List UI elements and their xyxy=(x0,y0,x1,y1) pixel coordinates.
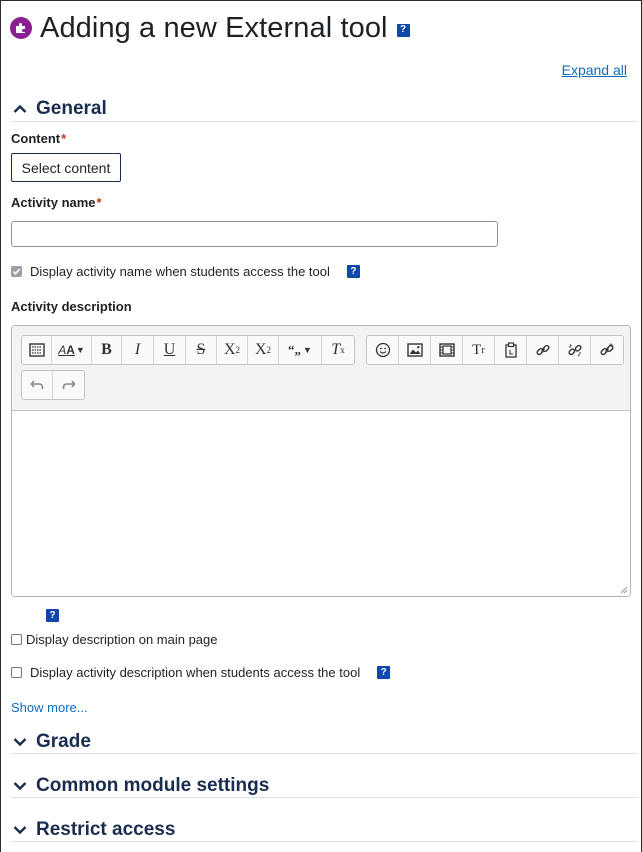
page-header xyxy=(10,12,410,44)
section-header-grade[interactable] xyxy=(11,730,91,754)
italic-icon[interactable]: I xyxy=(122,336,154,364)
toolbar-toggle-icon[interactable] xyxy=(22,336,52,364)
help-icon[interactable]: ? xyxy=(347,265,360,278)
required-icon: * xyxy=(61,131,67,146)
display-description-access-checkbox[interactable] xyxy=(11,667,22,678)
chevron-down-icon xyxy=(11,777,29,795)
help-icon[interactable]: ? xyxy=(46,609,59,622)
select-content-button[interactable]: Select content xyxy=(11,153,121,182)
display-name-checkbox[interactable] xyxy=(11,266,22,277)
section-title-grade: Grade xyxy=(36,731,91,752)
activity-name-label xyxy=(11,195,102,210)
quote-dropdown-icon[interactable]: “„ ▼ xyxy=(279,336,322,364)
link-icon[interactable] xyxy=(527,336,559,364)
description-editor xyxy=(11,325,631,597)
content-label xyxy=(11,131,66,146)
activity-description-label: Activity description xyxy=(11,299,132,314)
resize-handle-icon[interactable] xyxy=(620,586,628,594)
chevron-down-icon xyxy=(11,821,29,839)
display-description-main-label: Display description on main page xyxy=(26,632,218,647)
section-title-common: Common module settings xyxy=(36,775,270,796)
content-label-text: Content xyxy=(11,131,61,146)
activity-name-input[interactable] xyxy=(11,221,498,247)
help-icon[interactable]: ? xyxy=(377,666,390,679)
redo-icon[interactable] xyxy=(53,371,84,399)
puzzle-piece-icon xyxy=(10,17,32,39)
embed-link-icon[interactable] xyxy=(591,336,623,364)
display-description-access-row xyxy=(11,665,390,680)
section-divider xyxy=(11,841,638,842)
chevron-up-icon xyxy=(11,100,29,118)
image-icon[interactable] xyxy=(399,336,431,364)
editor-toolbar xyxy=(12,326,630,411)
display-description-access-label: Display activity description when students access the tool xyxy=(30,665,361,680)
section-header-common[interactable] xyxy=(11,774,269,798)
section-header-general[interactable] xyxy=(11,97,107,121)
toolbar-group-history xyxy=(21,370,85,400)
toolbar-group-text xyxy=(21,335,355,365)
required-icon: * xyxy=(96,195,102,210)
underline-icon[interactable]: U xyxy=(154,336,186,364)
clear-formatting-icon[interactable]: T x xyxy=(331,341,345,358)
display-description-main-row xyxy=(11,632,218,647)
section-header-restrict[interactable] xyxy=(11,818,175,842)
media-icon[interactable] xyxy=(431,336,463,364)
unlink-icon[interactable] xyxy=(559,336,591,364)
paste-icon[interactable] xyxy=(495,336,527,364)
show-more-link[interactable]: Show more... xyxy=(11,700,88,715)
display-name-checkbox-row xyxy=(11,264,360,279)
editor-content-area[interactable] xyxy=(12,411,630,597)
section-divider xyxy=(11,797,638,798)
undo-icon[interactable] xyxy=(22,371,53,399)
display-name-checkbox-label: Display activity name when students access the tool xyxy=(30,264,330,279)
superscript-icon[interactable]: X 2 xyxy=(248,336,279,364)
section-title-general: General xyxy=(36,98,107,119)
subscript-icon[interactable]: X 2 xyxy=(217,336,248,364)
expand-all-link[interactable]: Expand all xyxy=(561,62,627,78)
help-icon[interactable]: ? xyxy=(397,24,410,37)
emoji-icon[interactable] xyxy=(367,336,399,364)
toolbar-group-insert xyxy=(366,335,624,365)
activity-name-label-text: Activity name xyxy=(11,195,96,210)
section-title-restrict: Restrict access xyxy=(36,819,176,840)
font-style-icon[interactable]: A A ▼ xyxy=(52,336,92,364)
section-divider xyxy=(11,121,638,122)
strikethrough-icon[interactable]: S xyxy=(186,336,217,364)
manage-files-icon[interactable]: T r xyxy=(463,336,495,364)
display-description-main-checkbox[interactable] xyxy=(11,634,22,645)
page-title: Adding a new External tool xyxy=(40,11,388,44)
chevron-down-icon xyxy=(11,733,29,751)
bold-icon[interactable]: B xyxy=(92,336,122,364)
section-divider xyxy=(11,753,638,754)
